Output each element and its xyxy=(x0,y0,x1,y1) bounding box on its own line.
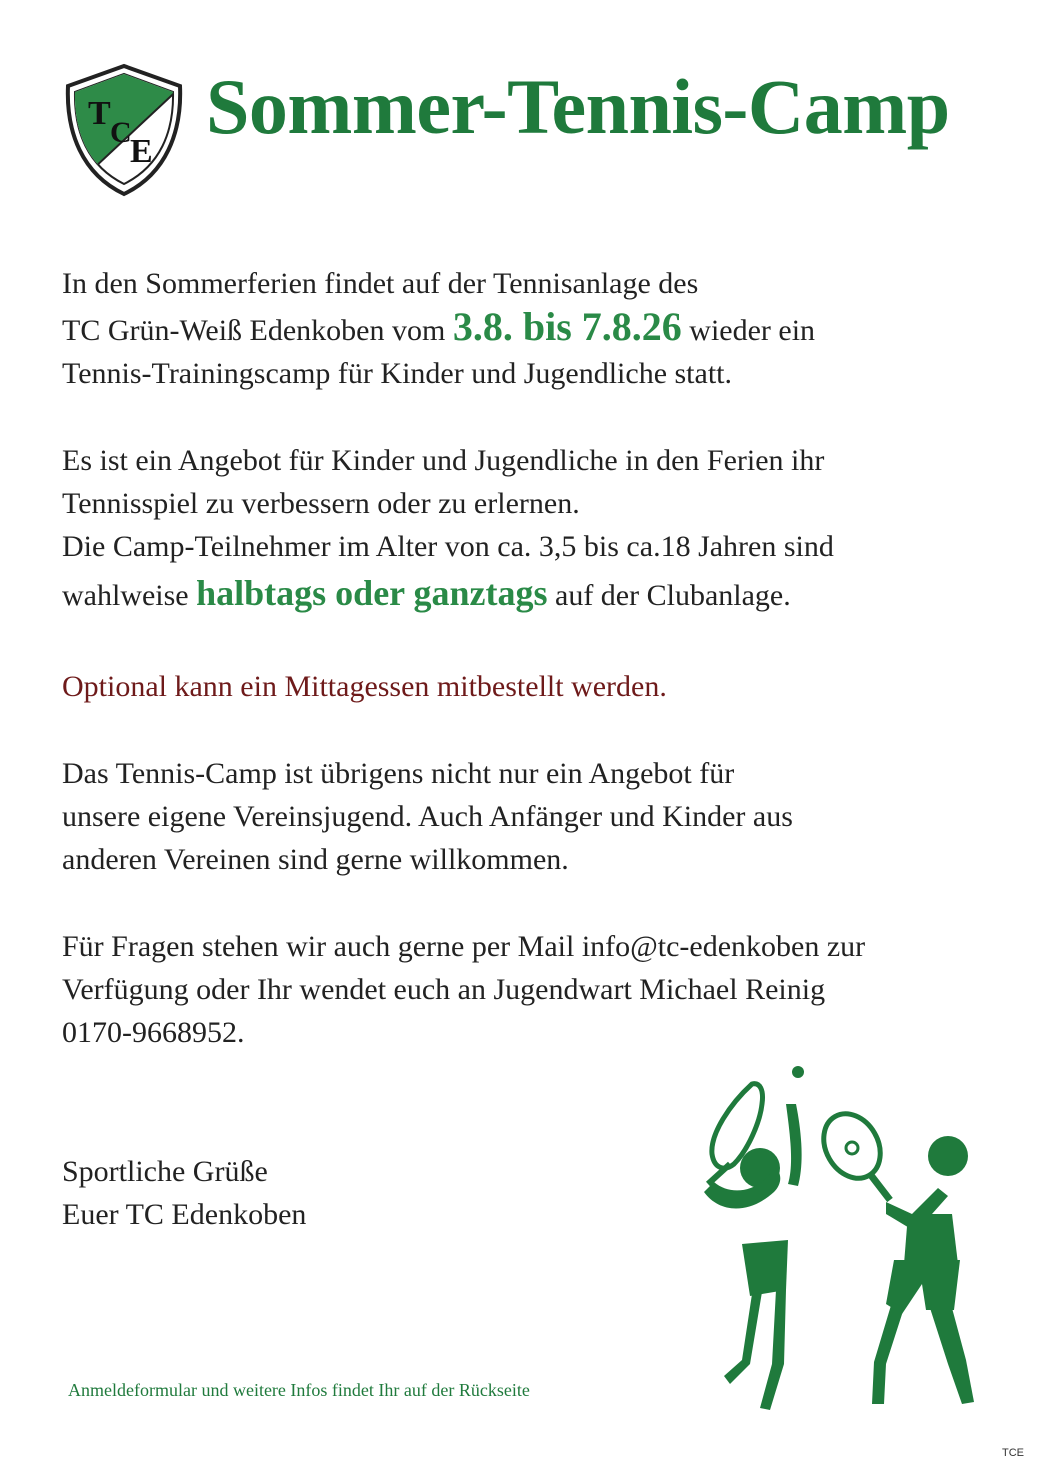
contact-line-3: 0170-9668952. xyxy=(62,1016,245,1049)
intro-line-3: Tennis-Trainingscamp für Kinder und Jugendliche statt. xyxy=(62,357,733,390)
page-title: Sommer-Tennis-Camp xyxy=(206,63,950,150)
logo-letter-e: E xyxy=(130,133,153,170)
intro-line-1: In den Sommerferien findet auf der Tennisanlage des xyxy=(62,267,699,300)
tennis-players-icon xyxy=(690,1064,990,1414)
open-line-2: unsere eigene Vereinsjugend. Auch Anfänger und Kinder aus xyxy=(62,800,793,833)
intro-line-2-pre: TC Grün-Weiß Edenkoben vom xyxy=(62,314,453,347)
offer-line-4 xyxy=(62,568,1002,621)
offer-line-2: Tennisspiel zu verbessern oder zu erlernen. xyxy=(62,487,580,520)
camp-dates: 3.8. bis 7.8.26 xyxy=(452,304,682,349)
optional-lunch-note: Optional kann ein Mittagessen mitbestellt werden. xyxy=(62,670,667,703)
offer-line-4-post: auf der Clubanlage. xyxy=(547,579,791,612)
contact-line-1: Für Fragen stehen wir auch gerne per Mail info@tc-edenkoben zur xyxy=(62,930,866,963)
intro-line-2 xyxy=(62,305,1002,352)
offer-line-4-pre: wahlweise xyxy=(62,579,197,612)
body-text xyxy=(62,262,1002,1054)
greeting xyxy=(62,1150,306,1236)
footer-note: Anmeldeformular und weitere Infos findet Ihr auf der Rückseite xyxy=(68,1380,530,1400)
greeting-line-1: Sportliche Grüße xyxy=(62,1155,268,1188)
tce-crest-icon xyxy=(62,62,186,198)
open-line-1: Das Tennis-Camp ist übrigens nicht nur ein Angebot für xyxy=(62,757,735,790)
offer-line-3: Die Camp-Teilnehmer im Alter von ca. 3,5 bis ca.18 Jahren sind xyxy=(62,530,834,563)
contact-line-2: Verfügung oder Ihr wendet euch an Jugendwart Michael Reinig xyxy=(62,973,826,1006)
logo-letter-c: C xyxy=(110,116,132,149)
offer-line-1: Es ist ein Angebot für Kinder und Jugendliche in den Ferien ihr xyxy=(62,444,825,477)
intro-line-2-post: wieder ein xyxy=(681,314,816,347)
corner-label: TCE xyxy=(1002,1447,1024,1459)
greeting-line-2: Euer TC Edenkoben xyxy=(62,1198,307,1231)
open-line-3: anderen Vereinen sind gerne willkommen. xyxy=(62,843,569,876)
logo-letter-t: T xyxy=(88,95,111,132)
camp-duration-highlight: halbtags oder ganztags xyxy=(196,573,548,613)
